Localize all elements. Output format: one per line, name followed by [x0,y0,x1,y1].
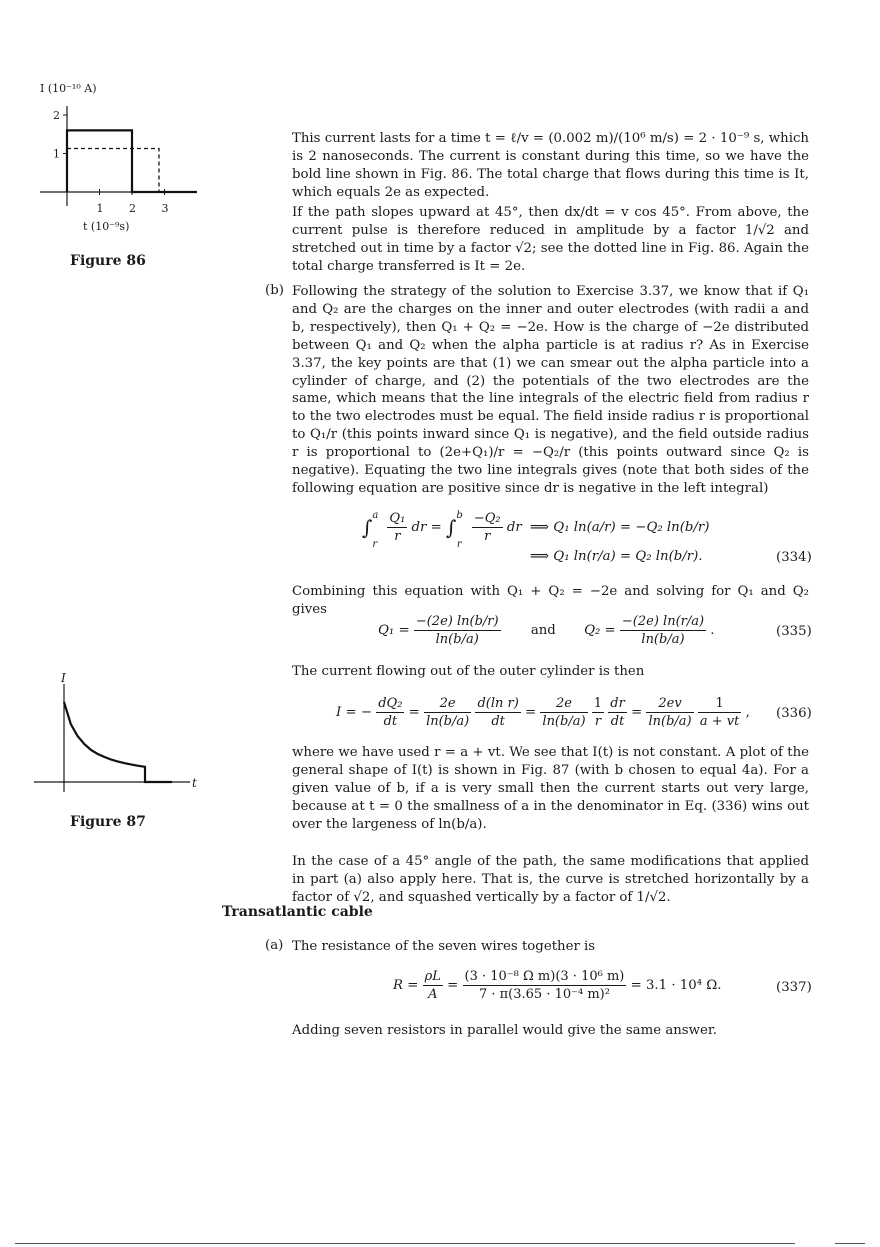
integral-sign: ∫ [362,515,373,540]
i-equals-minus: I = − [336,705,372,720]
figure-86 [30,78,210,253]
denominator: 7 · π(3.65 · 10⁻⁴ m)² [478,987,610,1002]
figure-86-plot [30,78,210,248]
denominator: dt [610,714,625,729]
denominator: A [428,987,438,1002]
equals: = [408,705,420,720]
equation-336 [336,695,750,730]
denominator: r [594,714,602,729]
section-title: Transatlantic cable [222,904,373,920]
figure-87 [30,668,210,798]
x-tick-label: 3 [161,202,169,215]
x-tick-label: 2 [129,202,136,215]
numerator: −Q₂ [473,511,501,526]
footer-rule-right [835,1243,865,1244]
numerator: 1 [593,696,603,711]
fraction-numeric [463,968,627,1003]
denominator: dt [491,714,505,729]
y-tick-label: 1 [53,147,60,161]
equals: = [631,705,643,720]
paragraph-current-duration: This current lasts for a time t = ℓ/v = (0.002 m)/(10⁶ m/s) = 2 · 10⁻⁹ s, which is 2 nanoseconds. The current is constant during this time, so we have the bold line shown in Fig. 86. The total charge that flows during this time is It, which equals 2e as expected. [292,131,809,200]
dr: dr [506,520,522,535]
lower-limit-r: r [456,538,462,550]
fraction-rho-l-over-a [423,968,443,1003]
fraction-dlnr-dt [475,695,520,730]
fraction-dq2-dt [376,695,404,730]
equation-334-line2: ⟹ Q₁ ln(r/a) = Q₂ ln(b/r). [530,549,703,564]
period: . [710,623,715,638]
series-current-curve [64,702,172,782]
paragraph-where-used: where we have used r = a + vt. We see that I(t) is not constant. A plot of the general shape of I(t) is shown in Fig. 87 (with b chosen to equal 4a). For a given value of b, if a is very small then the current starts out very large, because at t = 0 the smallness of a in the denominator in Eq. (336) wins out over the largeness of ln(b/a). [292,745,809,832]
numerator: dQ₂ [378,696,403,711]
and-word: and [530,623,556,638]
equation-334-line1 [362,510,522,550]
numerator: 2ev [646,695,693,713]
denominator: ln(b/a) [426,714,470,729]
series-dotted-line [67,148,159,192]
paragraph-combining: Combining this equation with Q₁ + Q₂ = −2e and solving for Q₁ and Q₂ gives [292,584,809,617]
denominator: r [394,529,401,544]
equation-335 [378,613,715,648]
result: = 3.1 · 10⁴ Ω. [630,978,722,993]
q1-equals: Q₁ = [378,623,410,638]
x-axis-label: t [192,776,197,790]
numerator: 2e [540,695,587,713]
fraction-dr-dt [608,695,627,730]
numerator: d(ln r) [477,696,519,711]
fraction-q1-over-r [387,510,407,545]
equation-336-number: (336) [776,706,812,721]
upper-limit-b: b [456,509,463,521]
upper-limit-a: a [372,509,379,521]
numerator: dr [610,696,625,711]
equation-337-number: (337) [776,980,812,995]
footer-rule [15,1243,795,1244]
numerator: 1 [698,695,741,713]
fraction-q1 [414,613,501,648]
denominator: ln(b/a) [641,632,685,647]
fraction-1-a-plus-vt [698,695,741,730]
paragraph-strategy: Following the strategy of the solution to Exercise 3.37, we know that if Q₁ and Q₂ are the charges on the inner and outer electrodes (with radii a and b, respectively), then Q₁ + Q₂ = −2e. How is the charge of −2e distributed between Q₁ and Q₂ when the alpha particle is at radius r? As in Exercise 3.37, the key points are that (1) we can smear out the alpha particle into a cylinder of charge, and (2) the potentials of the two electrodes are the same, which means that the line integrals of the electric field from radius r to the two electrodes must be equal. The field inside radius r is proportional to Q₁/r (this points inward since Q₁ is negative), and the field outside radius r is proportional to (2e+Q₁)/r = −Q₂/r (this points outward since Q₂ is negative). Equating the two line integrals gives (note that both sides of the following equation are positive since dr is negative in the left integral) [292,284,809,496]
figure-86-caption: Figure 86 [70,253,146,269]
paragraph-resistance: The resistance of the seven wires together is [292,939,596,954]
fraction-2e-lnba [540,695,587,730]
paragraph-current-outer: The current flowing out of the outer cylinder is then [292,664,645,679]
numerator: Q₁ [389,511,406,526]
equals: = [447,978,459,993]
x-tick-label: 1 [96,202,104,215]
figure-87-plot [30,668,210,798]
fraction-2e-lnba [424,695,471,730]
part-b-label: (b) [265,283,284,298]
paragraph-45-degree-slope: If the path slopes upward at 45°, then dx/dt = v cos 45°. From above, the current pulse is therefore reduced in amplitude by a factor 1/√2 and stretched out in time by a factor √2; see the dotted line in Fig. 86. Again the total charge transferred is It = 2e. [292,205,809,274]
figure-87-caption: Figure 87 [70,814,146,830]
part-a-label: (a) [265,938,284,953]
integral-sign: ∫ [446,515,457,540]
y-axis-label: I [61,671,66,685]
denominator: a + vt [699,714,740,729]
fraction-minus-q2-over-r [472,510,503,545]
numerator: −(2e) ln(r/a) [621,614,705,629]
equation-334-number: (334) [776,550,812,565]
lower-limit-r: r [372,538,378,550]
numerator: (3 · 10⁻⁸ Ω m)(3 · 10⁶ m) [464,969,625,984]
denominator: r [484,529,491,544]
numerator: ρL [424,969,441,984]
r-equals: R = [393,978,419,993]
equation-337 [393,968,722,1003]
x-axis-label: t (10⁻⁹s) [83,220,130,233]
equation-334-line1-right: ⟹ Q₁ ln(a/r) = −Q₂ ln(b/r) [530,520,710,535]
fraction-2ev-lnba [646,695,693,730]
equals: = [525,705,537,720]
comma: , [745,705,750,720]
numerator: 2e [424,695,471,713]
paragraph-45-degree-case: In the case of a 45° angle of the path, the same modifications that applied in part (a) also apply here. That is, the curve is stretched horizontally by a factor of √2, and squashed vertically by a factor of 1/√2. [292,854,809,905]
dr-equals: dr = [411,520,442,535]
paragraph-parallel: Adding seven resistors in parallel would give the same answer. [292,1023,718,1038]
denominator: ln(b/a) [648,714,692,729]
y-axis-label: I (10⁻¹⁰ A) [40,82,97,95]
numerator: −(2e) ln(b/r) [415,614,499,629]
y-tick-label: 2 [53,109,60,122]
fraction-q2 [620,613,706,648]
denominator: dt [383,714,398,729]
denominator: ln(b/a) [435,632,479,647]
denominator: ln(b/a) [542,714,586,729]
equation-335-number: (335) [776,624,812,639]
series-bold-line [67,130,197,192]
fraction-1-r [592,695,604,730]
q2-equals: Q₂ = [584,623,616,638]
